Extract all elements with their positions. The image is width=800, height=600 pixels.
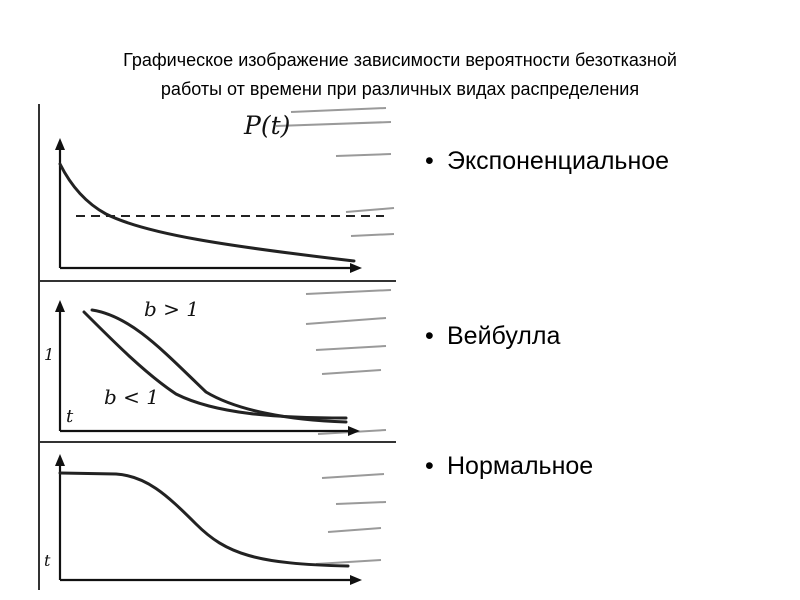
panel1-x-arrow	[350, 263, 362, 273]
bullet-marker: •	[425, 147, 434, 175]
distribution-list	[425, 0, 785, 600]
bullet-marker: •	[425, 452, 434, 480]
bullet-marker: •	[425, 322, 434, 350]
list-item-label: Нормальное	[447, 452, 594, 480]
list-item-label: Экспоненциальное	[447, 147, 670, 175]
list-item-label: Вейбулла	[447, 322, 561, 350]
label-t-panel2: t	[66, 406, 74, 427]
label-t-panel3: t	[44, 551, 51, 570]
exponential-curve	[60, 164, 354, 261]
panel-exponential	[55, 111, 384, 273]
panel2-x-arrow	[348, 426, 360, 436]
panel3-y-arrow	[55, 454, 65, 466]
slide-title-line-1: Графическое изображение зависимости вероятности безотказной	[123, 50, 677, 70]
label-b-greater-1: b > 1	[144, 297, 199, 321]
panel1-label-pt: P(t)	[244, 111, 291, 140]
slide-title-line-2: работы от времени при различных видах распределения	[160, 79, 640, 99]
panel3-x-arrow	[350, 575, 362, 585]
reliability-figure	[36, 104, 406, 590]
label-one: 1	[44, 345, 55, 364]
label-b-less-1: b < 1	[104, 385, 159, 409]
scan-noise	[276, 108, 394, 564]
panel2-y-arrow	[55, 300, 65, 312]
list-item-weibull	[425, 321, 560, 351]
normal-curve	[60, 473, 348, 566]
list-item-normal	[425, 451, 593, 481]
panel1-y-arrow	[55, 138, 65, 150]
list-item-exponential	[425, 146, 669, 176]
panel-weibull	[44, 297, 360, 436]
panel-normal	[44, 454, 362, 585]
reliability-plots	[36, 104, 406, 590]
